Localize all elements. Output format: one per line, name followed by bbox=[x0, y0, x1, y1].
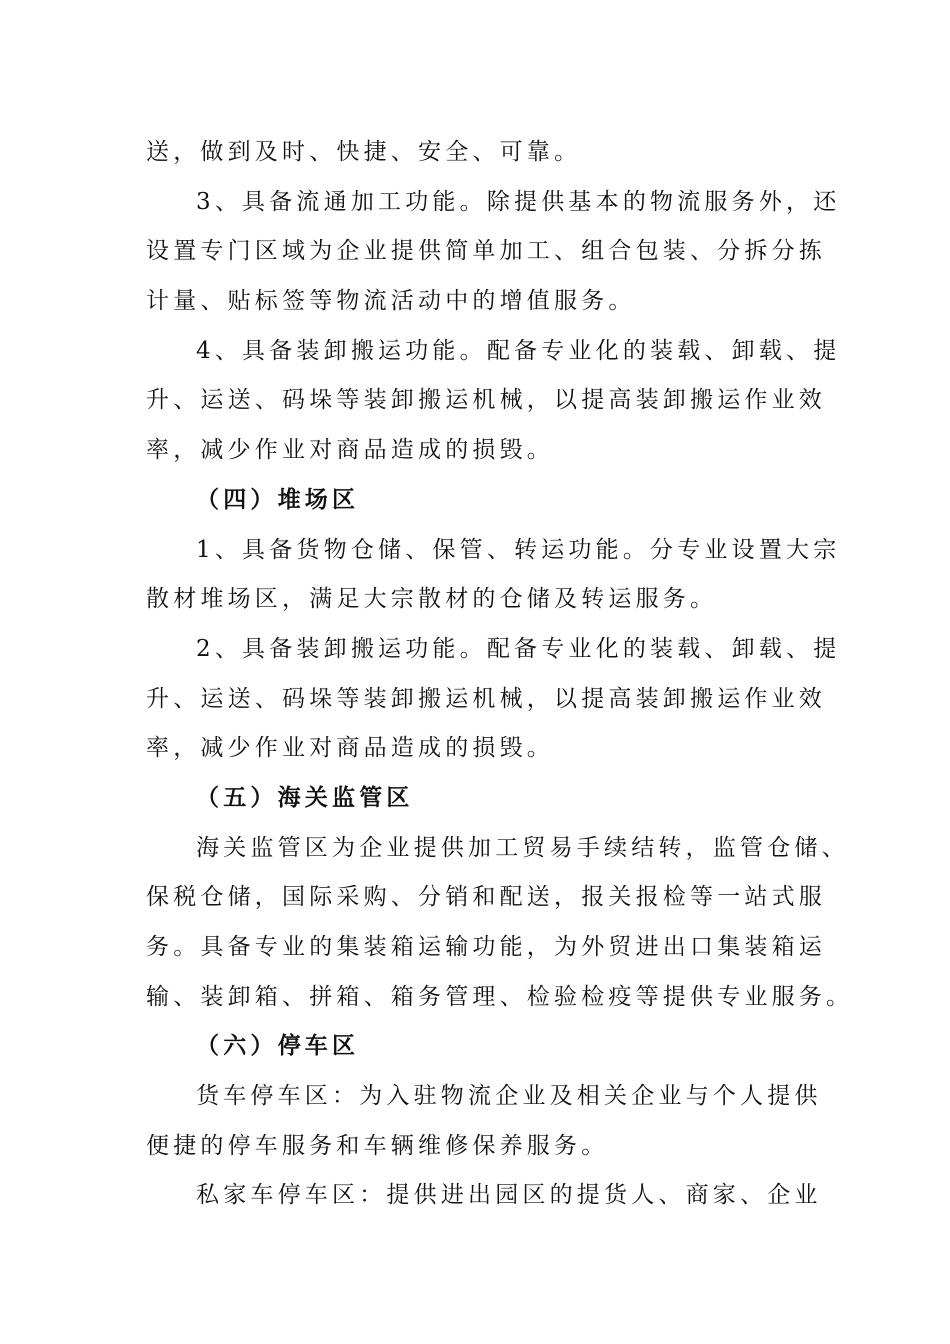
text-line: 设置专门区域为企业提供简单加工、组合包装、分拆分拣 bbox=[146, 238, 826, 265]
paragraph-truck-parking-start: 货车停车区：为入驻物流企业及相关企业与个人提供 bbox=[196, 1083, 822, 1110]
paragraph-1-start: 1、具备货物仓储、保管、转运功能。分专业设置大宗 bbox=[196, 536, 841, 563]
paragraph-car-parking-start: 私家车停车区：提供进出园区的提货人、商家、企业 bbox=[196, 1182, 822, 1209]
text-line: 率，减少作业对商品造成的损毁。 bbox=[146, 437, 554, 464]
text-line: 升、运送、码垛等装卸搬运机械，以提高装卸搬运作业效 bbox=[146, 685, 826, 712]
text-line: 计量、贴标签等物流活动中的增值服务。 bbox=[146, 288, 636, 315]
paragraph-4-start: 4、具备装卸搬运功能。配备专业化的装载、卸载、提 bbox=[196, 337, 841, 364]
section-heading-customs-zone: （五）海关监管区 bbox=[196, 784, 414, 811]
section-heading-parking-zone: （六）停车区 bbox=[196, 1033, 360, 1060]
text-line: 率，减少作业对商品造成的损毁。 bbox=[146, 735, 554, 762]
document-body bbox=[146, 128, 854, 1221]
section-heading-storage-yard: （四）堆场区 bbox=[196, 486, 360, 513]
paragraph-2-start: 2、具备装卸搬运功能。配备专业化的装载、卸载、提 bbox=[196, 635, 841, 662]
text-line: 保税仓储，国际采购、分销和配送，报关报检等一站式服 bbox=[146, 884, 826, 911]
text-line: 升、运送、码垛等装卸搬运机械，以提高装卸搬运作业效 bbox=[146, 387, 826, 414]
text-line: 务。具备专业的集装箱运输功能，为外贸进出口集装箱运 bbox=[146, 934, 826, 960]
text-line: 输、装卸箱、拼箱、箱务管理、检验检疫等提供专业服务。 bbox=[146, 983, 854, 1010]
paragraph-3-start: 3、具备流通加工功能。除提供基本的物流服务外，还 bbox=[196, 188, 841, 215]
text-line: 散材堆场区，满足大宗散材的仓储及转运服务。 bbox=[146, 586, 718, 613]
paragraph-customs-start: 海关监管区为企业提供加工贸易手续结转，监管仓储、 bbox=[196, 834, 849, 861]
text-line: 送，做到及时、快捷、安全、可靠。 bbox=[146, 139, 582, 165]
text-line: 便捷的停车服务和车辆维修保养服务。 bbox=[146, 1132, 609, 1159]
